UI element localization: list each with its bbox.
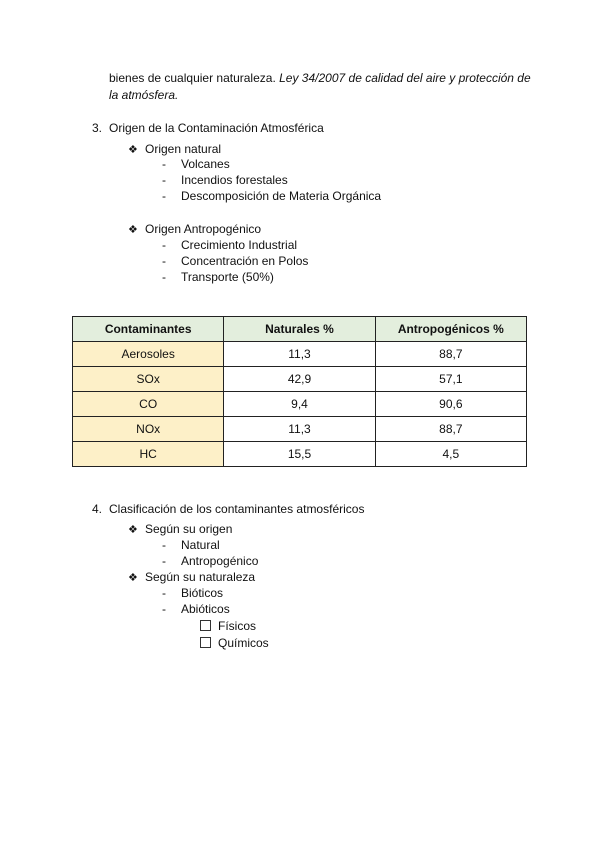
section-4-heading: [92, 502, 364, 516]
diamond-bullet-icon: ❖: [128, 572, 138, 584]
section-4-title: Clasificación de los contaminantes atmosféricos: [109, 502, 365, 516]
dash-bullet: -: [162, 173, 166, 187]
table-cell: NOx: [73, 417, 224, 442]
dash-bullet: -: [162, 602, 166, 616]
table-cell: 57,1: [375, 367, 526, 392]
list-item: [162, 173, 288, 187]
dash-bullet: -: [162, 157, 166, 171]
bullet-origen-natural: [128, 142, 221, 156]
checkbox-icon: [200, 637, 211, 648]
table-cell: 42,9: [224, 367, 375, 392]
checkbox-item-fisicos: [200, 619, 256, 633]
list-item: [162, 554, 258, 568]
table-row: [73, 417, 527, 442]
list-item-text: Volcanes: [181, 157, 230, 171]
intro-text: bienes de cualquier naturaleza.: [109, 71, 280, 85]
table-cell: 88,7: [375, 417, 526, 442]
table-cell: 90,6: [375, 392, 526, 417]
dash-bullet: -: [162, 270, 166, 284]
list-item-text: Crecimiento Industrial: [181, 238, 298, 252]
section-4-number: 4.: [92, 502, 103, 516]
list-item: [162, 586, 223, 600]
list-item: [162, 254, 308, 268]
list-item-text: Incendios forestales: [181, 173, 288, 187]
list-item: [162, 238, 297, 252]
dash-bullet: -: [162, 189, 166, 203]
bullet-origen-antropogenico: [128, 222, 261, 236]
table-row: [73, 442, 527, 467]
list-item-text: Natural: [181, 538, 220, 552]
list-item: [162, 270, 274, 284]
bullet-label: Origen natural: [145, 142, 222, 156]
dash-bullet: -: [162, 254, 166, 268]
dash-bullet: -: [162, 538, 166, 552]
table-cell: 11,3: [224, 342, 375, 367]
table-cell: 9,4: [224, 392, 375, 417]
table-header-row: [73, 317, 527, 342]
diamond-bullet-icon: ❖: [128, 224, 138, 236]
table-row: [73, 392, 527, 417]
intro-paragraph: [109, 70, 539, 104]
table-cell: 88,7: [375, 342, 526, 367]
column-header: Contaminantes: [73, 317, 224, 342]
table-row: [73, 367, 527, 392]
table-row: [73, 342, 527, 367]
checkbox-icon: [200, 620, 211, 631]
bullet-label: Según su origen: [145, 522, 233, 536]
checkbox-item-text: Físicos: [218, 619, 257, 633]
column-header: Naturales %: [224, 317, 375, 342]
column-header: Antropogénicos %: [375, 317, 526, 342]
list-item-text: Transporte (50%): [181, 270, 274, 284]
list-item-text: Antropogénico: [181, 554, 259, 568]
intro-law-citation: Ley 34/2007 de calidad del aire y protección de la atmósfera.: [109, 71, 531, 102]
table-cell: 4,5: [375, 442, 526, 467]
bullet-label: Según su naturaleza: [145, 570, 256, 584]
contaminants-table: [72, 316, 527, 467]
table-cell: CO: [73, 392, 224, 417]
table-cell: SOx: [73, 367, 224, 392]
section-3-number: 3.: [92, 121, 103, 135]
table-cell: HC: [73, 442, 224, 467]
table-cell: 15,5: [224, 442, 375, 467]
dash-bullet: -: [162, 554, 166, 568]
bullet-segun-naturaleza: [128, 570, 255, 584]
diamond-bullet-icon: ❖: [128, 524, 138, 536]
list-item: [162, 602, 230, 616]
table-cell: 11,3: [224, 417, 375, 442]
bullet-label: Origen Antropogénico: [145, 222, 262, 236]
section-3-heading: [92, 121, 324, 135]
list-item: [162, 189, 381, 203]
section-3-title: Origen de la Contaminación Atmosférica: [109, 121, 324, 135]
table-cell: Aerosoles: [73, 342, 224, 367]
list-item-text: Descomposición de Materia Orgánica: [181, 189, 382, 203]
list-item-text: Abióticos: [181, 602, 230, 616]
list-item-text: Bióticos: [181, 586, 224, 600]
checkbox-item-quimicos: [200, 636, 269, 650]
list-item: [162, 538, 220, 552]
list-item: [162, 157, 230, 171]
list-item-text: Concentración en Polos: [181, 254, 309, 268]
checkbox-item-text: Químicos: [218, 636, 269, 650]
diamond-bullet-icon: ❖: [128, 144, 138, 156]
dash-bullet: -: [162, 586, 166, 600]
bullet-segun-origen: [128, 522, 232, 536]
dash-bullet: -: [162, 238, 166, 252]
